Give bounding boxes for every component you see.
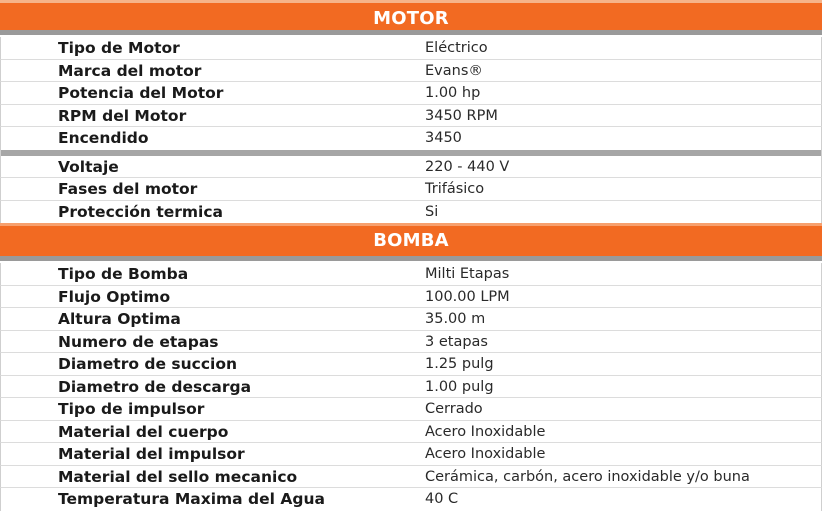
spec-value: 3450 RPM bbox=[425, 107, 498, 124]
spec-value: Trifásico bbox=[425, 181, 485, 197]
spec-value: Evans® bbox=[425, 62, 483, 79]
spec-label: Material del sello mecanico bbox=[58, 467, 298, 486]
spec-label: Diametro de descarga bbox=[58, 377, 252, 396]
spec-label: Potencia del Motor bbox=[58, 84, 224, 102]
spec-label: Protección termica bbox=[58, 202, 224, 221]
spec-row-numero-etapas bbox=[0, 331, 822, 354]
spec-row-potencia-motor bbox=[0, 82, 822, 105]
spec-row-tipo-bomba bbox=[0, 263, 822, 286]
motor-group-electrical bbox=[0, 156, 822, 224]
spec-label: Material del impulsor bbox=[58, 445, 245, 463]
spec-row-marca-motor bbox=[0, 60, 822, 83]
spec-label: Tipo de Bomba bbox=[58, 265, 189, 283]
spec-row-flujo-optimo bbox=[0, 286, 822, 309]
spec-label: Diametro de succion bbox=[58, 355, 238, 373]
motor-group-general bbox=[0, 30, 822, 150]
spec-row-rpm-motor bbox=[0, 105, 822, 128]
spec-value: 40 C bbox=[425, 491, 459, 507]
spec-label: Encendido bbox=[58, 129, 149, 147]
spec-row-temperatura-maxima bbox=[0, 488, 822, 511]
spec-label: Altura Optima bbox=[58, 310, 181, 328]
motor-section-header: MOTOR bbox=[0, 0, 822, 30]
spec-label: Voltaje bbox=[58, 157, 119, 176]
spec-label: Tipo de Motor bbox=[58, 39, 180, 57]
spec-row-diametro-succion bbox=[0, 353, 822, 376]
spec-value: 1.00 hp bbox=[425, 85, 481, 101]
spec-value: 35.00 m bbox=[425, 311, 486, 327]
spec-value: Cerámica, carbón, acero inoxidable y/o buna bbox=[425, 468, 750, 485]
bomba-section-header: BOMBA bbox=[0, 223, 822, 256]
spec-label: Material del cuerpo bbox=[58, 422, 229, 441]
spec-value: Cerrado bbox=[425, 401, 483, 417]
spec-value: 1.00 pulg bbox=[425, 378, 494, 395]
bomba-group bbox=[0, 256, 822, 511]
spec-label: Flujo Optimo bbox=[58, 287, 171, 306]
spec-value: 1.25 pulg bbox=[425, 356, 494, 372]
spec-row-proteccion-termica bbox=[0, 201, 822, 224]
spec-row-encendido bbox=[0, 127, 822, 150]
spec-value: Eléctrico bbox=[425, 40, 488, 56]
spec-row-tipo-impulsor bbox=[0, 398, 822, 421]
spec-value: Milti Etapas bbox=[425, 266, 510, 282]
spec-value: Si bbox=[425, 203, 439, 220]
spec-label: Tipo de impulsor bbox=[58, 400, 205, 418]
spec-label: RPM del Motor bbox=[58, 106, 187, 125]
spec-label: Temperatura Maxima del Agua bbox=[58, 490, 325, 508]
spec-value: 3 etapas bbox=[425, 333, 488, 350]
spec-label: Numero de etapas bbox=[58, 332, 219, 351]
spec-row-material-impulsor bbox=[0, 443, 822, 466]
spec-row-voltaje bbox=[0, 156, 822, 179]
spec-row-diametro-descarga bbox=[0, 376, 822, 399]
spec-value: 220 - 440 V bbox=[425, 158, 510, 175]
spec-row-material-sello bbox=[0, 466, 822, 489]
spec-label: Fases del motor bbox=[58, 180, 198, 198]
spec-row-material-cuerpo bbox=[0, 421, 822, 444]
spec-value: 100.00 LPM bbox=[425, 288, 510, 305]
spec-value: Acero Inoxidable bbox=[425, 446, 546, 462]
spec-row-fases-motor bbox=[0, 178, 822, 201]
spec-value: Acero Inoxidable bbox=[425, 423, 546, 440]
spec-row-altura-optima bbox=[0, 308, 822, 331]
spec-row-tipo-motor bbox=[0, 37, 822, 60]
spec-value: 3450 bbox=[425, 130, 462, 146]
spec-label: Marca del motor bbox=[58, 61, 202, 80]
